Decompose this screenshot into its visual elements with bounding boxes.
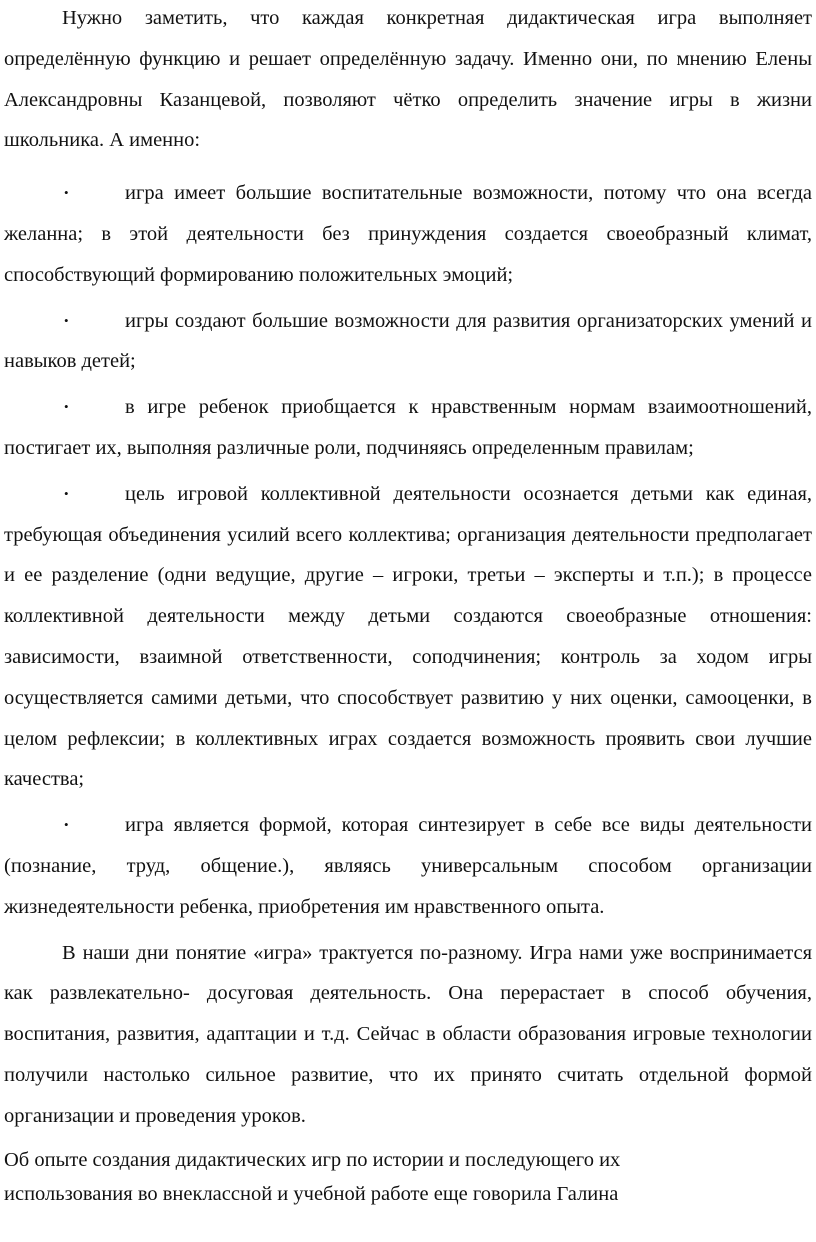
bullet-list [4,173,812,927]
closing-line: использования во внеклассной и учебной работе еще говорила Галина [4,1183,619,1206]
bullet-icon: • [64,399,69,415]
list-item [4,173,812,295]
closing-line: Об опыте создания дидактических игр по истории и последующего их [4,1148,621,1171]
list-item-text: цель игровой коллективной деятельности осознается детьми как единая, требующая объединения усилий всего коллектива; организация деятельности предполагает и ее разделение (одни ведущие, другие – игроки, третьи – эксперты и т.п.); в процессе коллективной деятельности между детьми создаются своеобразные отношения: зависимости, взаимной ответственности, соподчинения; контроль за ходом игры осуществляется самими детьми, что способствует развитию у них оценки, самооценки, в целом рефлексии; в коллективных играх создается возможность проявить свои лучшие качества; [4,482,812,791]
bullet-icon: • [64,312,69,328]
second-paragraph: В наши дни понятие «игра» трактуется по-разному. Игра нами уже воспринимается как развлекательно- досуговая деятельность. Она перерастает в способ обучения, воспитания, развития, адаптации и т.д. Сейчас в области образования игровые технологии получили настолько сильное развитие, что их принято считать отдельной формой организации и проведения уроков. [4,941,812,1127]
intro-paragraph: Нужно заметить, что каждая конкретная дидактическая игра выполняет определённую функцию и решает определённую задачу. Именно они, по мнению Елены Александровны Казанцевой, позволяют чётко определить значение игры в жизни школьника. А именно: [4,7,812,152]
list-item-text: игры создают большие возможности для развития организаторских умений и навыков детей; [4,309,812,373]
bullet-icon: • [64,185,69,201]
list-item-text: в игре ребенок приобщается к нравственным нормам взаимоотношений, постигает их, выполняя различные роли, подчиняясь определенным правилам; [4,396,812,459]
bullet-icon: • [64,817,69,833]
bullet-icon: • [64,485,69,501]
list-item [4,474,812,800]
list-item-text: игра имеет большие воспитательные возможности, потому что она всегда желанна; в этой деятельности без принуждения создается своеобразный климат, способствующий формированию положительных эмоций; [4,182,812,286]
list-item [4,805,812,927]
list-item-text: игра является формой, которая синтезирует в себе все виды деятельности (познание, труд, общение.), являясь универсальным способом организации жизнедеятельности ребенка, приобретения им нравственного опыта. [4,814,812,918]
list-item [4,387,812,469]
list-item [4,301,812,383]
